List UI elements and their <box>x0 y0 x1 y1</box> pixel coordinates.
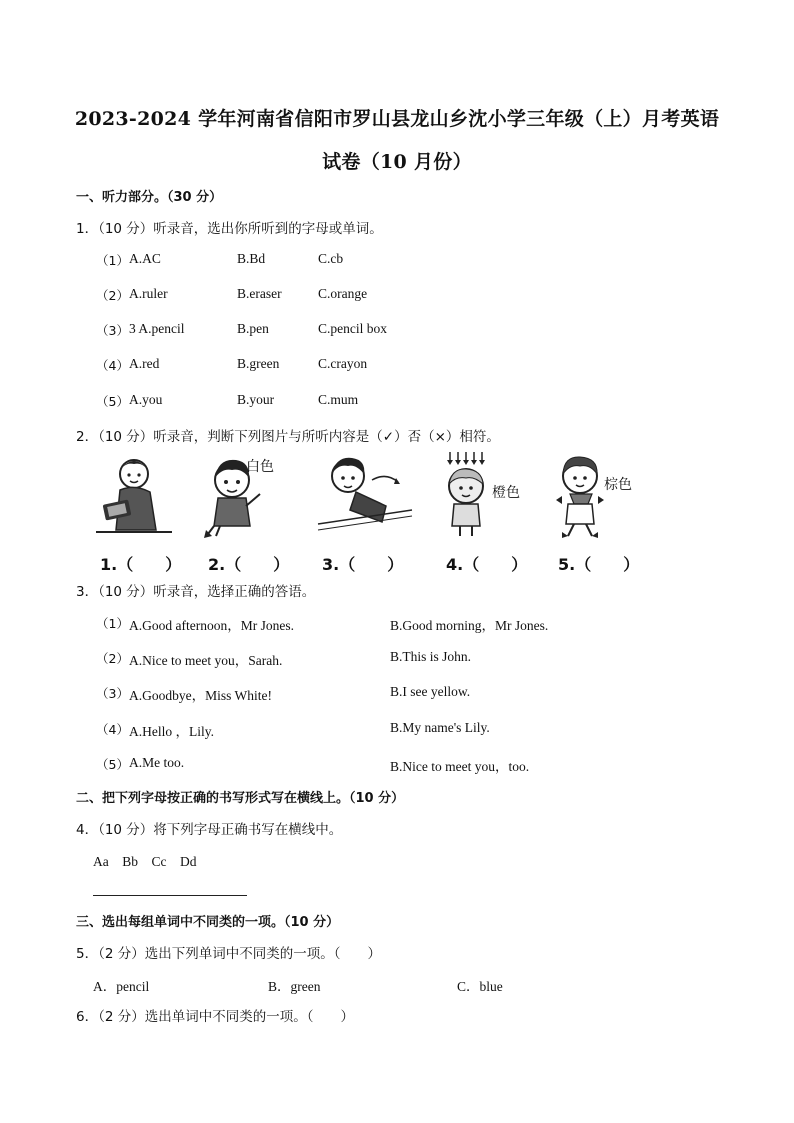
q3-option-b: B.Nice to meet you，too. <box>390 759 530 774</box>
q2-picture-row <box>90 450 650 575</box>
q3-option-a: A.Goodbye，Miss White! <box>129 688 272 703</box>
q3-option-b: B.My name's Lily. <box>390 720 490 735</box>
q2-picture-5-label: 5.（ ） <box>558 555 640 574</box>
q2-picture-4-label: 4.（ ） <box>446 555 528 574</box>
q3-row-number: （5） <box>96 757 129 772</box>
q2-picture-2 <box>202 450 312 575</box>
q1-option-a: A.AC <box>129 251 161 266</box>
q5-option-a: A．pencil <box>93 979 150 994</box>
q2-picture-1 <box>94 450 204 575</box>
q1-option-a: A.you <box>129 392 163 407</box>
q1-option-b: B.pen <box>237 321 269 336</box>
q3-stem: 3．（10 分）听录音，选择正确的答语。 <box>76 584 316 600</box>
q1-option-c: C.mum <box>318 392 359 407</box>
boy-desk-illustration <box>316 450 416 540</box>
exam-title-line1: 2023-2024 学年河南省信阳市罗山县龙山乡沈小学三年级（上）月考英语 <box>74 108 720 130</box>
q3-option-b: B.I see yellow. <box>390 684 471 699</box>
q2-picture-4-color-word: 橙色 <box>492 485 520 501</box>
q1-option-a: A.red <box>129 356 160 371</box>
q1-option-b: B.Bd <box>237 251 266 266</box>
q1-row-number: （3） <box>96 323 129 338</box>
q3-row-number: （4） <box>96 722 129 737</box>
q3-option-b: B.This is John. <box>390 649 472 664</box>
q2-picture-5 <box>552 450 662 575</box>
q2-picture-5-color-word: 棕色 <box>604 477 632 493</box>
q1-option-b: B.your <box>237 392 275 407</box>
section-2-heading: 二、把下列字母按正确的书写形式写在横线上。（10 分） <box>76 791 405 806</box>
q3-option-b: B.Good morning，Mr Jones. <box>390 618 549 633</box>
q2-picture-3-label: 3.（ ） <box>322 555 404 574</box>
q2-picture-3 <box>316 450 426 575</box>
q1-option-c: C.crayon <box>318 356 368 371</box>
q1-option-b: B.green <box>237 356 280 371</box>
q4-stem: 4．（10 分）将下列字母正确书写在横线中。 <box>76 822 343 838</box>
q1-option-c: C.pencil box <box>318 321 387 336</box>
q1-option-b: B.eraser <box>237 286 282 301</box>
q5-stem: 5．（2 分）选出下列单词中不同类的一项。（ ） <box>76 946 381 962</box>
q1-row-number: （2） <box>96 288 129 303</box>
section-1-heading: 一、听力部分。（30 分） <box>76 190 223 205</box>
q4-answer-line[interactable] <box>93 895 247 896</box>
q2-stem: 2．（10 分）听录音，判断下列图片与所听内容是（✓）否（×）相符。 <box>76 429 500 445</box>
q2-picture-2-color-word: 白色 <box>246 459 274 475</box>
q1-row-number: （1） <box>96 253 129 268</box>
q1-row-number: （5） <box>96 394 129 409</box>
q3-option-a: A.Good afternoon，Mr Jones. <box>129 618 294 633</box>
q1-option-c: C.cb <box>318 251 344 266</box>
q1-stem: 1．（10 分）听录音，选出你所听到的字母或单词。 <box>76 221 383 237</box>
q3-row-number: （2） <box>96 651 129 666</box>
child-tablet-illustration <box>94 450 174 540</box>
q3-option-a: A.Nice to meet you，Sarah. <box>129 653 283 668</box>
boy-arrows-illustration <box>552 450 612 540</box>
q3-option-a: A.Me too. <box>129 755 185 770</box>
q5-option-c: C．blue <box>457 979 503 994</box>
q3-row-number: （3） <box>96 686 129 701</box>
q5-option-b: B．green <box>268 979 321 994</box>
q1-row-number: （4） <box>96 358 129 373</box>
section-3-heading: 三、选出每组单词中不同类的一项。（10 分） <box>76 915 340 930</box>
q3-row-number: （1） <box>96 616 129 631</box>
q3-option-a: A.Hello ，Lily. <box>129 724 214 739</box>
q2-picture-2-label: 2.（ ） <box>208 555 290 574</box>
q1-option-c: C.orange <box>318 286 368 301</box>
q1-option-a: A.ruler <box>129 286 168 301</box>
q6-stem: 6．（2 分）选出单词中不同类的一项。（ ） <box>76 1009 354 1025</box>
q4-letters: Aa Bb Cc Dd <box>93 854 197 869</box>
girl-arrows-illustration <box>440 450 500 540</box>
q2-picture-4 <box>440 450 550 575</box>
q2-picture-1-label: 1.（ ） <box>100 555 182 574</box>
exam-title-line2: 试卷（10 月份） <box>322 151 472 173</box>
q1-option-a: 3 A.pencil <box>129 321 185 336</box>
